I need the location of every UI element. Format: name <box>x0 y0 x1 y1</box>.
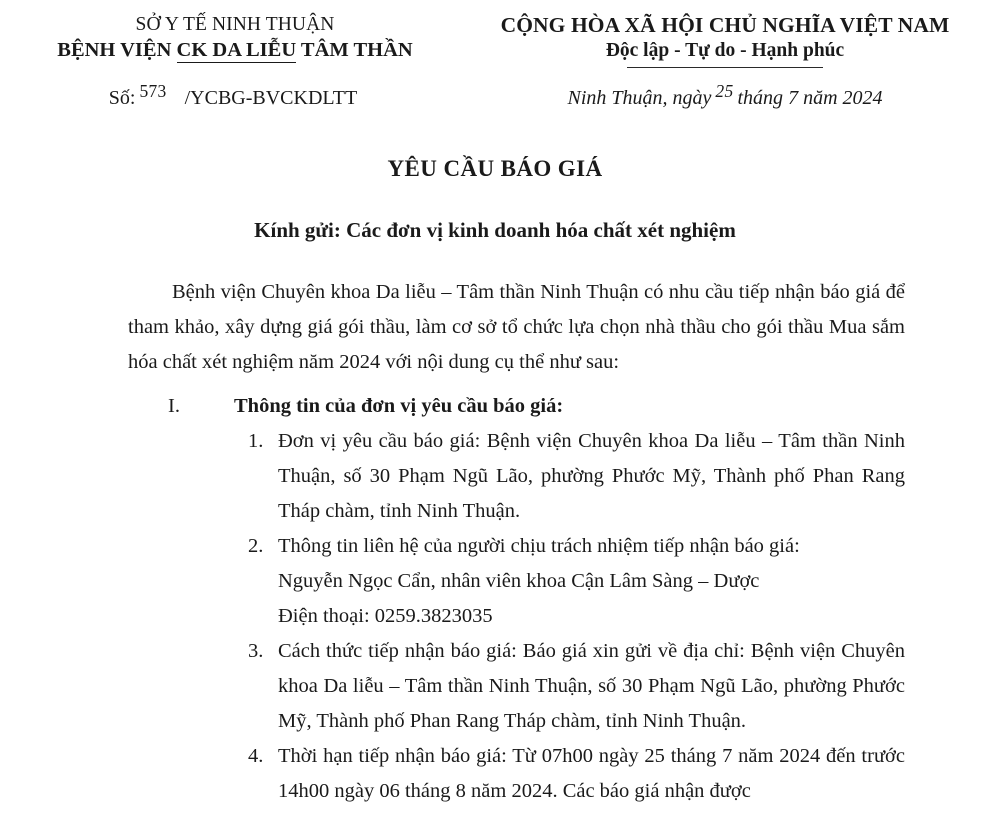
date-month: 7 <box>788 87 799 109</box>
list-item-text: Đơn vị yêu cầu báo giá: Bệnh viện Chuyên khoa Da liễu – Tâm thần Ninh Thuận, số 30 Phạm Ngũ Lão, phường Phước Mỹ, Thành phố Phan Rang Tháp chàm, tỉnh Ninh Thuận. <box>278 430 905 522</box>
reference-date-row <box>0 81 990 110</box>
section-one-heading-row <box>0 389 990 424</box>
list-item-marker: 4. <box>248 745 264 767</box>
requirements-list <box>0 424 990 809</box>
contact-person-line: Nguyễn Ngọc Cẩn, nhân viên khoa Cận Lâm Sàng – Dược <box>278 570 760 592</box>
list-item-marker: 1. <box>248 430 264 452</box>
list-item <box>248 424 905 529</box>
year-label: năm <box>803 87 838 109</box>
place-and-date <box>460 81 990 110</box>
hospital-name <box>10 37 460 63</box>
page-title: YÊU CẦU BÁO GIÁ <box>387 156 603 181</box>
place-label: Ninh Thuận, ngày <box>567 87 712 109</box>
department-name: SỞ Y TẾ NINH THUẬN <box>135 14 335 35</box>
intro-paragraph: Bệnh viện Chuyên khoa Da liễu – Tâm thần Ninh Thuận có nhu cầu tiếp nhận báo giá để tham khảo, xây dựng giá gói thầu, làm cơ sở tổ chức lựa chọn nhà thầu cho gói thầu Mua sắm hóa chất xét nghiệm năm 2024 với nội dung cụ thể như sau: <box>128 281 905 373</box>
contact-phone-line: Điện thoại: 0259.3823035 <box>278 605 493 627</box>
list-item-text: Cách thức tiếp nhận báo giá: Báo giá xin gửi về địa chỉ: Bệnh viện Chuyên khoa Da liễu – Tâm thần Ninh Thuận, số 30 Phạm Ngũ Lão, phường Phước Mỹ, Thành phố Phan Rang Tháp chàm, tỉnh Ninh Thuận. <box>278 640 905 732</box>
motto-underline-rule <box>627 67 823 68</box>
date-day: 25 <box>715 81 734 101</box>
document-number-suffix: /YCBG-BVCKDLTT <box>184 87 358 109</box>
list-item-marker: 2. <box>248 535 264 557</box>
list-item <box>248 739 905 809</box>
national-motto: Độc lập - Tự do - Hạnh phúc <box>605 40 845 61</box>
document-number <box>0 81 460 110</box>
hospital-name-suffix: TÂM THẦN <box>296 39 413 61</box>
national-heading-block <box>460 12 990 68</box>
list-item-text: Thời hạn tiếp nhận báo giá: Từ 07h00 ngày 25 tháng 7 năm 2024 đến trước 14h00 ngày 06 tháng 8 năm 2024. Các báo giá nhận được <box>278 745 905 802</box>
country-name: CỘNG HÒA XÃ HỘI CHỦ NGHĨA VIỆT NAM <box>500 13 950 37</box>
month-label: tháng <box>737 87 784 109</box>
hospital-name-emphasis: CK DA LIỄU <box>176 39 297 61</box>
document-number-label: Số: <box>108 87 136 109</box>
addressee-line: Kính gửi: Các đơn vị kinh doanh hóa chất xét nghiệm <box>254 218 736 242</box>
document-number-value: 573 <box>139 81 167 101</box>
date-year: 2024 <box>842 87 883 109</box>
issuing-authority-block <box>0 12 460 68</box>
list-item-text <box>278 529 905 634</box>
hospital-name-prefix: BỆNH VIỆN <box>57 39 177 61</box>
contact-role-line: Thông tin liên hệ của người chịu trách nhiệm tiếp nhận báo giá: <box>278 535 800 557</box>
list-item <box>248 634 905 739</box>
document-header <box>0 0 990 68</box>
section-one-title: Thông tin của đơn vị yêu cầu báo giá: <box>234 395 564 417</box>
intro-paragraph-block <box>0 275 990 380</box>
section-one-numeral: I. <box>168 395 180 417</box>
list-item <box>248 529 905 634</box>
list-item-marker: 3. <box>248 640 264 662</box>
